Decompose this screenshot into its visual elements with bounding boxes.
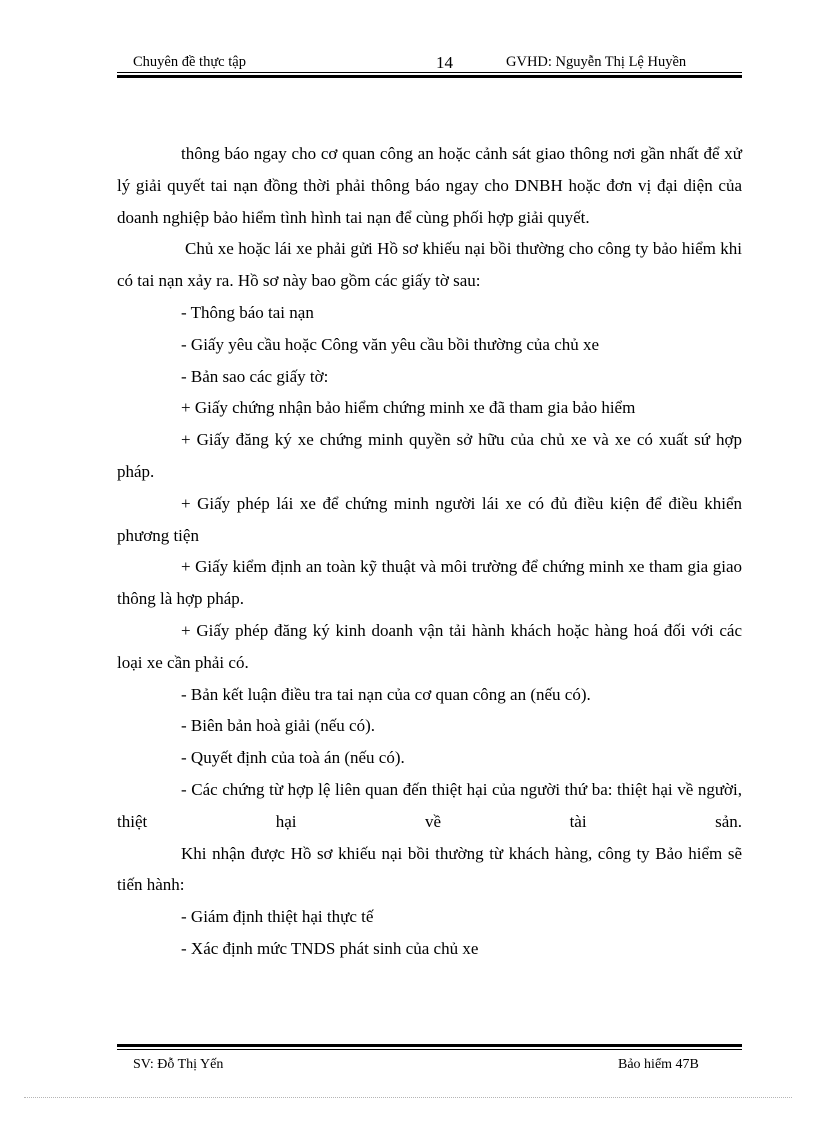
footer-rule-thin	[117, 1049, 742, 1050]
paragraph-continued: thông báo ngay cho cơ quan công an hoặc cảnh sát giao thông nơi gần nhất để xử lý giải quyết tai nạn đồng thời phải thông báo ngay cho DNBH hoặc đơn vị đại diện của doanh nghiệp bảo hiểm tình hình tai nạn để cùng phối hợp giải quyết.	[117, 144, 742, 227]
list-item: - Quyết định của toà án (nếu có).	[181, 748, 405, 768]
page-break-dotted-line	[24, 1097, 792, 1098]
list-item: + Giấy đăng ký xe chứng minh quyền sở hữu của chủ xe và xe có xuất sứ hợp pháp.	[117, 430, 742, 481]
footer-student: SV: Đỗ Thị Yến	[133, 1057, 224, 1072]
list-item: - Xác định mức TNDS phát sinh của chủ xe	[181, 938, 479, 958]
list-item: - Bản kết luận điều tra tai nạn của cơ quan công an (nếu có).	[181, 684, 591, 704]
header-course-title: Chuyên đề thực tập	[133, 54, 246, 70]
header-rule-thin	[117, 72, 742, 73]
header-supervisor: GVHD: Nguyễn Thị Lệ Huyền	[506, 54, 687, 70]
footer-rule-thick	[117, 1044, 742, 1047]
header-rule-thick	[117, 75, 742, 78]
list-item: + Giấy phép lái xe để chứng minh người lái xe có đủ điều kiện để điều khiển phương tiện	[117, 493, 742, 545]
list-item: + Giấy phép đăng ký kinh doanh vận tải hành khách hoặc hàng hoá đối với các loại xe cần phải có.	[117, 620, 742, 672]
list-item: - Giám định thiệt hại thực tế	[181, 907, 374, 927]
list-item: - Các chứng từ hợp lệ liên quan đến thiệt hại của người thứ ba: thiệt hại về người, thiệt hại về tài sản.	[117, 779, 742, 831]
list-item: - Bản sao các giấy tờ:	[181, 366, 329, 386]
footer-class: Bảo hiểm 47B	[618, 1057, 699, 1072]
list-item: - Biên bản hoà giải (nếu có).	[181, 716, 376, 736]
document-body	[117, 138, 742, 965]
paragraph-claim-dossier: Chủ xe hoặc lái xe phải gửi Hồ sơ khiếu nại bồi thường cho công ty bảo hiểm khi có tai nạn xảy ra. Hồ sơ này bao gồm các giấy tờ sau:	[117, 239, 742, 291]
paragraph-insurer-process: Khi nhận được Hồ sơ khiếu nại bồi thường từ khách hàng, công ty Bảo hiểm sẽ tiến hành:	[117, 843, 742, 895]
page-number: 14	[436, 53, 453, 72]
list-item: - Giấy yêu cầu hoặc Công văn yêu cầu bồi thường của chủ xe	[181, 334, 600, 354]
list-item: + Giấy kiểm định an toàn kỹ thuật và môi trường để chứng minh xe tham gia giao thông là hợp pháp.	[117, 557, 742, 609]
list-item: - Thông báo tai nạn	[181, 302, 314, 322]
list-item: + Giấy chứng nhận bảo hiểm chứng minh xe đã tham gia bảo hiểm	[181, 398, 636, 418]
